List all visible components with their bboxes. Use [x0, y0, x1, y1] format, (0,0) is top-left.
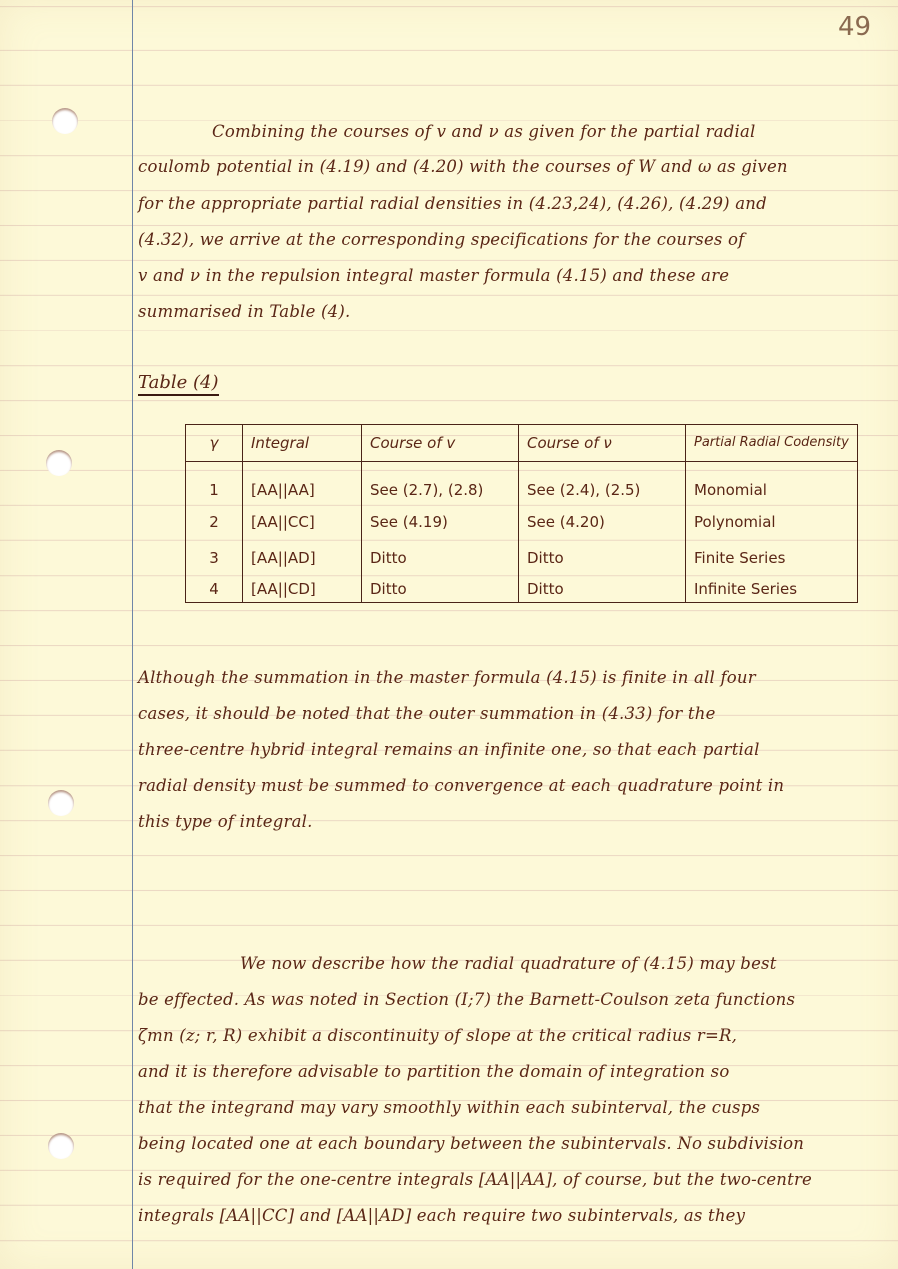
paragraph3-line: that the integrand may vary smoothly within each subinterval, the cusps	[138, 1098, 761, 1117]
cell-course-v: Ditto	[362, 576, 519, 603]
paragraph1-line: coulomb potential in (4.19) and (4.20) with the courses of W and ω as given	[138, 157, 788, 176]
table-row	[186, 576, 858, 603]
cell-codensity: Infinite Series	[686, 576, 858, 603]
table-row	[186, 462, 858, 505]
cell-integral: [AA||CD]	[243, 576, 362, 603]
cell-codensity: Polynomial	[686, 504, 858, 540]
cell-gamma: 2	[186, 504, 243, 540]
paragraph3-line: integrals [AA||CC] and [AA||AD] each require two subintervals, as they	[138, 1206, 746, 1225]
paragraph3-line: ζmn (z; r, R) exhibit a discontinuity of slope at the critical radius r=R,	[138, 1026, 738, 1045]
paragraph1-line: for the appropriate partial radial densities in (4.23,24), (4.26), (4.29) and	[138, 194, 767, 213]
punch-hole-icon	[52, 108, 78, 134]
header-gamma: γ	[186, 425, 243, 462]
cell-integral: [AA||AD]	[243, 540, 362, 576]
paragraph1-line: v and ν in the repulsion integral master formula (4.15) and these are	[138, 266, 730, 285]
punch-hole-icon	[48, 1133, 74, 1159]
header-codensity: Partial Radial Codensity	[686, 425, 858, 462]
cell-course-nu: See (4.20)	[519, 504, 686, 540]
cell-course-v: Ditto	[362, 540, 519, 576]
paragraph3-line: be effected. As was noted in Section (I;7) the Barnett-Coulson zeta functions	[138, 990, 796, 1009]
table-header-row	[186, 425, 858, 462]
header-course-nu: Course of ν	[519, 425, 686, 462]
cell-integral: [AA||AA]	[243, 462, 362, 505]
cell-course-v: See (2.7), (2.8)	[362, 462, 519, 505]
results-table	[185, 424, 858, 603]
paragraph2-line: Although the summation in the master formula (4.15) is finite in all four	[138, 668, 756, 687]
cell-gamma: 1	[186, 462, 243, 505]
paragraph3-line: being located one at each boundary between the subintervals. No subdivision	[138, 1134, 805, 1153]
paragraph3-line: We now describe how the radial quadrature of (4.15) may best	[240, 954, 777, 973]
cell-course-nu: Ditto	[519, 540, 686, 576]
table-row	[186, 504, 858, 540]
table-caption: Table (4)	[138, 372, 219, 396]
cell-course-v: See (4.19)	[362, 504, 519, 540]
cell-codensity: Monomial	[686, 462, 858, 505]
paragraph1-line: summarised in Table (4).	[138, 302, 351, 321]
paragraph3-line: is required for the one-centre integrals [AA||AA], of course, but the two-centre	[138, 1170, 812, 1189]
cell-gamma: 3	[186, 540, 243, 576]
paragraph3-line: and it is therefore advisable to partition the domain of integration so	[138, 1062, 730, 1081]
paragraph2-line: three-centre hybrid integral remains an infinite one, so that each partial	[138, 740, 760, 759]
cell-course-nu: See (2.4), (2.5)	[519, 462, 686, 505]
cell-gamma: 4	[186, 576, 243, 603]
paragraph1-line: Combining the courses of v and ν as given for the partial radial	[212, 122, 756, 141]
page-number: 49	[838, 12, 872, 42]
punch-hole-icon	[48, 790, 74, 816]
paragraph1-line: (4.32), we arrive at the corresponding specifications for the courses of	[138, 230, 745, 249]
header-integral: Integral	[243, 425, 362, 462]
punch-hole-icon	[46, 450, 72, 476]
table-row	[186, 540, 858, 576]
cell-codensity: Finite Series	[686, 540, 858, 576]
cell-course-nu: Ditto	[519, 576, 686, 603]
paragraph2-line: this type of integral.	[138, 812, 313, 831]
margin-line	[132, 0, 133, 1269]
paragraph2-line: cases, it should be noted that the outer summation in (4.33) for the	[138, 704, 716, 723]
paragraph2-line: radial density must be summed to convergence at each quadrature point in	[138, 776, 785, 795]
cell-integral: [AA||CC]	[243, 504, 362, 540]
header-course-v: Course of v	[362, 425, 519, 462]
